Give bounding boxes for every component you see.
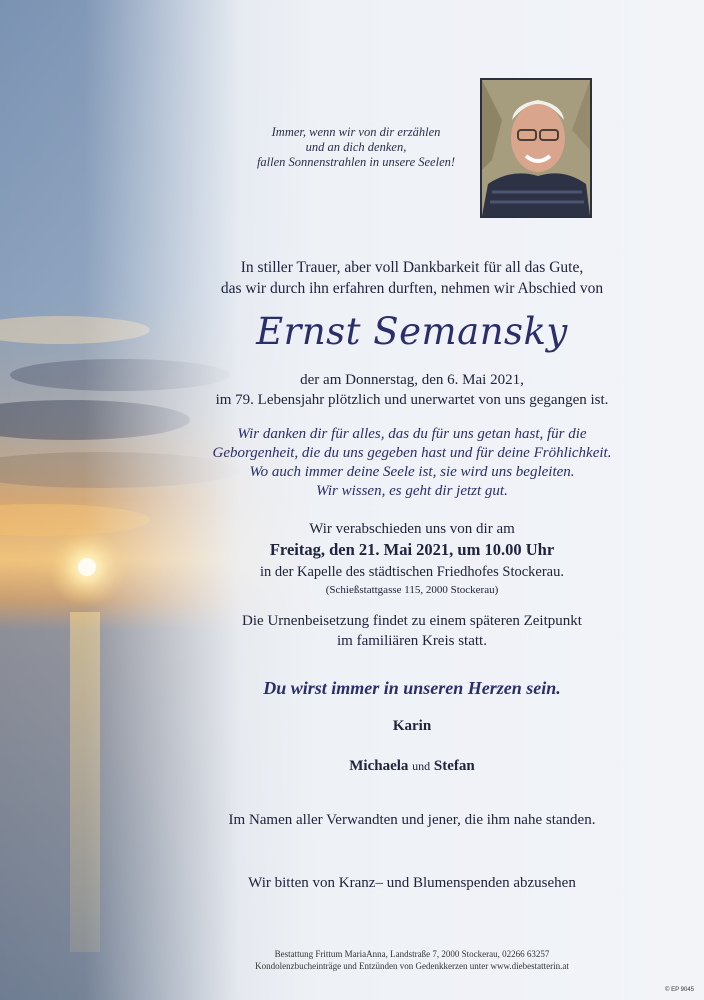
death-line: im 79. Lebensjahr plötzlich und unerwartet von uns gegangen ist. [215, 392, 609, 408]
poem-line: Wir wissen, es geht dir jetzt gut. [316, 483, 508, 499]
conjunction: und [412, 759, 431, 773]
relatives-note: Im Namen aller Verwandten und jener, die ihm nahe standen. [228, 812, 596, 828]
mourner-name: Michaela [349, 758, 409, 774]
service-location: in der Kapelle des städtischen Friedhofes Stockerau. [259, 564, 564, 580]
service-address: (Schießstattgasse 115, 2000 Stockerau) [325, 584, 499, 596]
quote-line: fallen Sonnenstrahlen in unsere Seelen! [256, 155, 456, 169]
intro-text [150, 257, 674, 299]
urn-burial-note [150, 611, 674, 651]
poem-line: Geborgenheit, die du uns gegeben hast und für deine Fröhlichkeit. [212, 445, 612, 461]
deceased-name: Ernst Semansky [256, 310, 568, 353]
mourner-name: Stefan [433, 758, 475, 774]
donation-note: Wir bitten von Kranz– und Blumenspenden abzusehen [248, 875, 576, 891]
death-notice [150, 370, 674, 410]
memorial-quote [238, 125, 474, 170]
portrait-photo [480, 78, 592, 218]
portrait-image [482, 80, 590, 216]
quote-line: und an dich denken, [305, 140, 407, 154]
mourner-children [150, 756, 674, 776]
poem-line: Wir danken dir für alles, das du für uns getan hast, für die [237, 426, 587, 442]
poem-line: Wo auch immer deine Seele ist, sie wird uns begleiten. [249, 464, 575, 480]
death-line: der am Donnerstag, den 6. Mai 2021, [300, 372, 524, 388]
funeral-home-footer [150, 948, 674, 972]
closing-sentiment: Du wirst immer in unseren Herzen sein. [263, 678, 561, 698]
service-date: Freitag, den 21. Mai 2021, um 10.00 Uhr [269, 540, 555, 559]
footer-line: Bestattung Frittum MariaAnna, Landstraße 7, 2000 Stockerau, 02266 63257 [274, 949, 550, 959]
urn-line: Die Urnenbeisetzung findet zu einem späteren Zeitpunkt [242, 613, 582, 629]
tribute-poem [150, 425, 674, 501]
intro-line: das wir durch ihn erfahren durften, nehmen wir Abschied von [220, 280, 604, 297]
intro-line: In stiller Trauer, aber voll Dankbarkeit für all das Gute, [240, 259, 584, 276]
mourner-name: Karin [392, 718, 432, 734]
quote-line: Immer, wenn wir von dir erzählen [271, 125, 441, 139]
farewell-text: Wir verabschieden uns von dir am [309, 521, 515, 537]
footer-line: Kondolenzbucheinträge und Entzünden von Gedenkkerzen unter www.diebestatterin.at [255, 961, 569, 971]
urn-line: im familiären Kreis statt. [337, 633, 487, 649]
print-code: © EP 9045 [665, 987, 694, 993]
